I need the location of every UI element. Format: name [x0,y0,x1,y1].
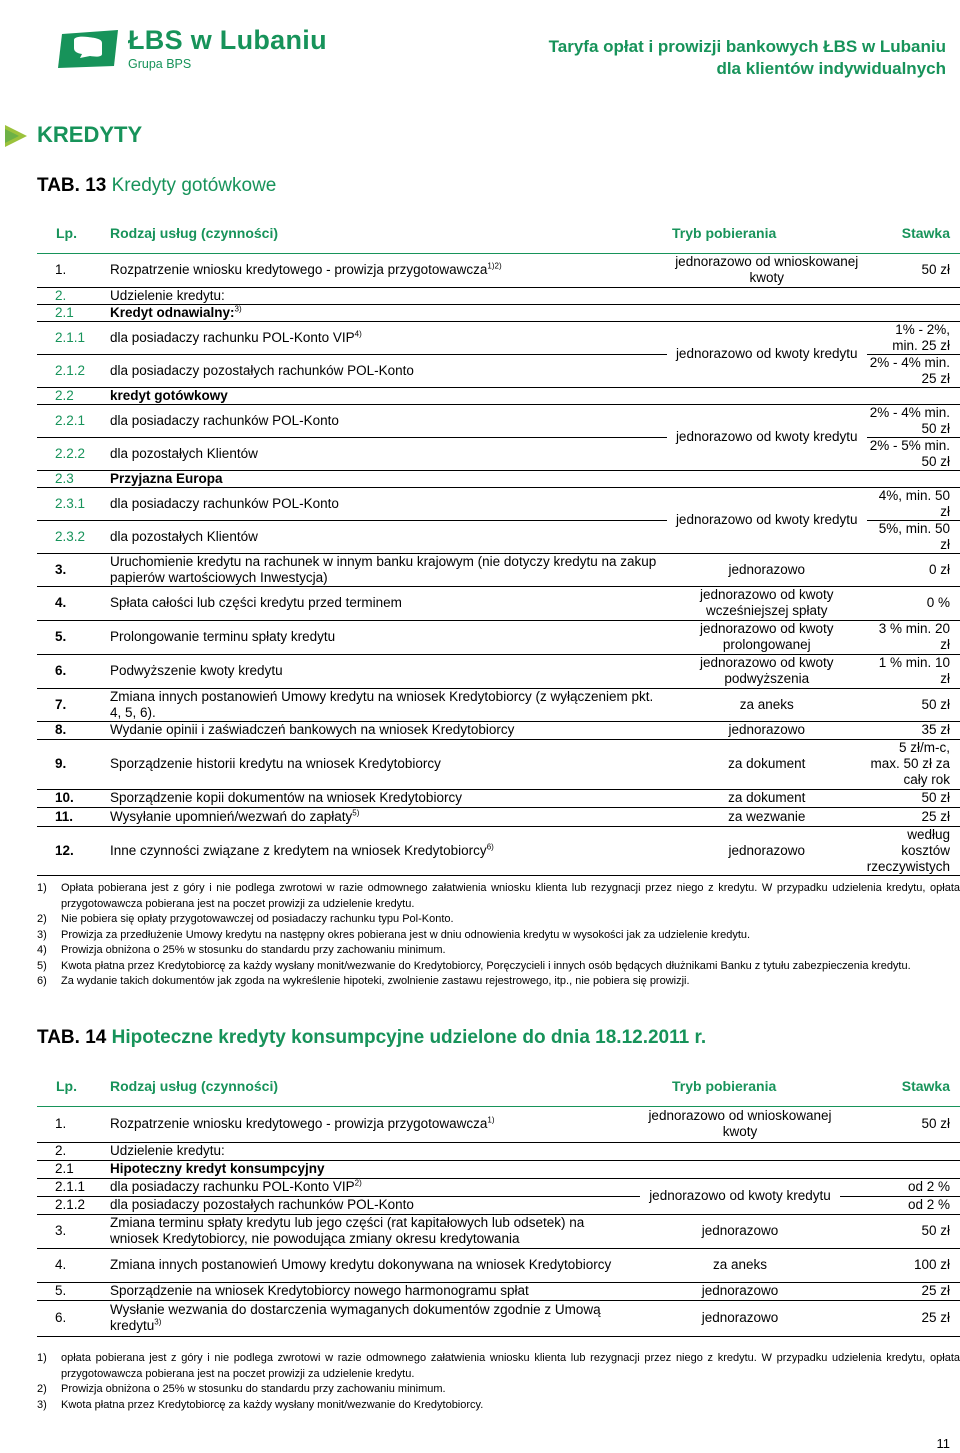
footnote-ref: 1)2) [487,261,502,271]
footnote-text: Kwota płatna przez Kredytobiorcę za każdy wysłany monit/wezwanie do Kredytobiorcy. [61,1398,484,1411]
row-number: 8. [55,722,67,737]
table-row [37,1248,960,1282]
footnote-ref: 2) [354,1178,362,1188]
fee-rate [867,287,960,304]
row-number: 3. [55,1223,67,1238]
footnote-text: Prowizja obniżona o 25% w stosunku do standardu przy zachowaniu minimum. [61,1383,446,1395]
footnote-ref: 6) [486,842,494,851]
collection-mode: za wezwanie [728,808,806,824]
description-text: Rozpatrzenie wniosku kredytowego - prowizja przygotowawcza [110,262,488,278]
table-row [37,1282,960,1300]
description-text: Wysłanie wezwania do dostarczenia wymaganych dokumentów zgodnie z Umową kredytu [110,1302,601,1333]
collection-mode: jednorazowo od kwoty kredytu [675,346,858,361]
footnote [37,974,960,990]
table-row [37,789,960,807]
row-number: 9. [55,756,67,771]
fee-rate: 5%, min. 50 zł [878,520,950,552]
description-text: Przyjazna Europa [110,470,223,486]
footnote-text: opłata pobierana jest z góry i nie podlega zwrotowi w razie odmownego załatwienia wniosku klienta lub rezygnacji przez niego z kredytu. W przypadku udzielenia kredytu, opłata przygotowawcza pobierana jest na poczet prowizji za udzielenie kredytu. [61,1352,960,1380]
description-text: Zmiana innych postanowień Umowy kredytu dokonywana na wniosek Kredytobiorcy [110,1257,612,1272]
fee-rate: 25 zł [921,808,950,824]
fee-rate: 50 zł [921,1115,950,1131]
footnote-number: 2) [37,1383,47,1395]
table-row [37,620,960,654]
document-title: Taryfa opłat i prowizji bankowych ŁBS w Lubaniu [548,37,946,56]
row-description [110,789,667,807]
footnote [37,912,960,928]
collection-mode [640,1142,840,1160]
description-text: Udzielenie kredytu: [110,287,225,303]
row-description [110,254,667,287]
collection-mode [667,387,867,404]
row-description [110,1282,640,1300]
fee-rate [867,470,960,487]
row-description [110,553,667,586]
fee-rate: 3 % min. 20 zł [878,621,950,652]
description-text: Hipoteczny kredyt konsumpcyjny [110,1161,325,1176]
description-text: dla pozostałych Klientów [110,445,258,461]
collection-mode: jednorazowo [701,1283,779,1298]
footnote [37,1382,960,1398]
row-description [110,807,667,826]
row-number: 2.2.2 [55,445,86,461]
table-name: Hipoteczne kredyty konsumpcyjne udzielone do dnia 18.12.2011 r. [111,1027,707,1048]
row-number: 2.2.1 [55,412,86,428]
row-number: 1. [55,1115,67,1131]
row-description [110,354,667,387]
table-row [37,387,960,404]
table-row [37,321,960,354]
description-text: dla posiadaczy pozostałych rachunków POL-Konto [110,1197,414,1212]
description-text: dla posiadaczy rachunku POL-Konto VIP [110,1179,355,1194]
col-rate: Stawka [901,225,950,241]
footnote-number: 1) [37,882,47,894]
description-text: dla posiadaczy pozostałych rachunków POL-Konto [110,362,414,378]
table-header [37,1066,960,1107]
table-number: TAB. 14 [37,1027,107,1048]
collection-mode: za aneks [712,1257,768,1272]
row-description [110,1248,640,1282]
row-number: 4. [55,1257,67,1272]
row-description [110,721,667,739]
table-row [37,721,960,739]
description-text: Spłata całości lub części kredytu przed terminem [110,595,402,610]
footnote-text: Za wydanie takich dokumentów jak zgoda na wykreślenie hipoteki, zwolnienie zastawu rejestrowego, itp., nie pobiera się prowizji. [61,975,690,987]
description-text: kredyt gotówkowy [110,387,228,403]
fee-rate: 25 zł [921,1310,950,1325]
row-description [110,620,667,654]
table-row [37,807,960,826]
fee-rate: od 2 % [907,1197,950,1212]
collection-mode: za aneks [739,696,794,712]
footnote-ref: 4) [354,329,362,338]
collection-mode: jednorazowo [701,1223,779,1238]
footnote [37,1351,960,1382]
row-number: 2. [55,1143,67,1158]
footnote-number: 2) [37,913,47,925]
row-number: 2.3.2 [55,528,86,544]
brand-subtitle: Grupa BPS [128,57,192,71]
collection-mode [667,470,867,487]
col-rate: Stawka [901,1078,950,1094]
row-description [110,437,667,470]
page-number: 11 [936,1436,950,1451]
footnote-number: 4) [37,944,47,956]
collection-mode: jednorazowo [728,842,806,858]
fee-rate: według kosztów rzeczywistych [866,826,951,874]
footnote-text: Opłata pobierana jest z góry i nie podlega zwrotowi w razie odmownego załatwienia wniosku klienta lub rezygnacji przez niego z kredytu. W przypadku udzielenia kredytu, opłata przygotowawcza pobierana jest na poczet prowizji za udzielenie kredytu. [61,882,960,910]
col-lp: Lp. [56,225,77,241]
row-number: 2.1.2 [55,362,86,378]
description-text: Inne czynności związane z kredytem na wniosek Kredytobiorcy [110,842,487,858]
fee-rate [840,1160,960,1178]
row-number: 12. [55,842,74,858]
fee-rate: 50 zł [921,790,950,805]
col-lp: Lp. [56,1078,77,1094]
collection-mode: jednorazowo od kwoty kredytu [675,429,858,444]
row-description [110,304,667,321]
footnote [37,928,960,944]
description-text: Kredyt odnawialny: [110,304,235,320]
description-text: Prolongowanie terminu spłaty kredytu [110,629,336,644]
fee-rate: 0 zł [928,561,950,577]
row-description [110,1106,640,1142]
footnote-ref: 1) [487,1115,495,1125]
table-name: Kredyty gotówkowe [111,175,277,196]
row-number: 4. [55,595,67,610]
row-description [110,1196,640,1214]
footnote [37,943,960,959]
row-number: 10. [55,790,74,805]
col-desc: Rodzaj usług (czynności) [110,1078,279,1094]
table-row [37,688,960,721]
table-row [37,1178,960,1196]
row-number: 2.2 [55,387,74,403]
table-row [37,654,960,688]
row-number: 2.1 [55,1161,74,1176]
row-description [110,1160,640,1178]
row-description [110,688,667,721]
row-description [110,287,667,304]
row-description [110,826,667,875]
row-number: 6. [55,1310,67,1325]
col-mode: Tryb pobierania [672,225,777,241]
collection-mode: jednorazowo od kwoty podwyższenia [699,655,834,686]
table-row [37,254,960,287]
table-row [37,826,960,875]
table-row [37,586,960,620]
table-row [37,470,960,487]
fee-rate: 0 % [926,595,950,610]
document-subtitle: dla klientów indywidualnych [716,59,946,78]
footnote-text: Prowizja obniżona o 25% w stosunku do standardu przy zachowaniu minimum. [61,944,446,956]
footnotes-14 [37,1351,960,1413]
fee-rate: od 2 % [907,1179,950,1194]
collection-mode: jednorazowo [728,561,806,577]
description-text: dla posiadaczy rachunku POL-Konto VIP [110,329,355,345]
row-description [110,387,667,404]
collection-mode: jednorazowo od kwoty prolongowanej [699,621,834,652]
collection-mode: jednorazowo od wnioskowanej kwoty [648,1107,832,1139]
table-row [37,1300,960,1336]
collection-mode: jednorazowo [701,1310,779,1325]
footnote [37,1398,960,1414]
footnote-number: 3) [37,1398,47,1411]
row-number: 2.1 [55,304,74,320]
description-text: Udzielenie kredytu: [110,1143,225,1158]
collection-mode: jednorazowo od kwoty kredytu [649,1188,831,1203]
row-description [110,1178,640,1196]
description-text: Sporządzenie kopii dokumentów na wniosek Kredytobiorcy [110,790,462,805]
collection-mode: jednorazowo od kwoty wcześniejszej spłaty [699,587,834,618]
description-text: Zmiana terminu spłaty kredytu lub jego części (rat kapitałowych lub odsetek) na wniosek Kredytobiorcy, nie powodująca zmiany okresu kredytowania [110,1215,585,1246]
table-row [37,287,960,304]
footnote-ref: 3) [154,1317,162,1327]
fee-rate: 2% - 4% min. 50 zł [869,404,950,436]
footnote [37,959,960,975]
row-number: 7. [55,696,67,712]
collection-mode: za dokument [728,756,806,771]
description-text: Rozpatrzenie wniosku kredytowego - prowizja przygotowawcza [110,1115,488,1131]
collection-mode: jednorazowo [728,722,806,737]
description-text: dla posiadaczy rachunków POL-Konto [110,495,339,511]
table-row [37,304,960,321]
row-description [110,470,667,487]
fee-rate: 5 zł/m-c, max. 50 zł za cały rok [870,740,950,787]
footnote-number: 1) [37,1352,47,1364]
description-text: Wysyłanie upomnień/wezwań do zapłaty [110,808,353,824]
description-text: Sporządzenie na wniosek Kredytobiorcy nowego harmonogramu spłat [110,1283,529,1298]
fee-rate: 1 % min. 10 zł [878,655,950,686]
table-row [37,1160,960,1178]
fee-rate: 2% - 5% min. 50 zł [869,437,950,469]
table-row [37,404,960,437]
fee-rate: 50 zł [921,1223,950,1238]
fee-rate: 25 zł [921,1283,950,1298]
fee-rate [867,304,960,321]
footnote-ref: 3) [234,304,242,313]
table-row [37,487,960,520]
footnote-text: Kwota płatna przez Kredytobiorcę za każdy wysłany monit/wezwanie do Kredytobiorcy, Poręczycieli i innych osób będących dłużnikami Banku z tytułu zabezpieczenia kredytu. [61,959,911,972]
row-description [110,1214,640,1248]
table-row [37,1106,960,1142]
table-row [37,1142,960,1160]
row-description [110,739,667,789]
description-text: dla pozostałych Klientów [110,528,258,544]
col-desc: Rodzaj usług (czynności) [110,225,279,241]
row-description [110,1142,640,1160]
row-description [110,1300,640,1336]
section-title: KREDYTY [37,122,143,147]
row-number: 11. [55,808,74,824]
row-number: 2.1.2 [55,1197,86,1212]
description-text: Uruchomienie kredytu na rachunek w innym banku krajowym (nie dotyczy kredytu na zakup papierów wartościowych Inwestycja) [110,553,657,585]
footnote-ref: 5) [352,808,360,817]
row-description [110,404,667,437]
fee-rate: 2% - 4% min. 25 zł [869,354,950,386]
fees-table-13 [37,254,960,876]
table-header [37,213,960,254]
footnote-text: Nie pobiera się opłaty przygotowawczej od posiadaczy rachunku typu Pol-Konto. [61,913,454,925]
footnote-number: 6) [37,975,47,987]
fee-rate: 35 zł [921,722,950,737]
table-row [37,1214,960,1248]
footnote-number: 5) [37,959,47,972]
footnote-number: 3) [37,928,47,941]
footnote-text: Prowizja za przedłużenie Umowy kredytu na następny okres pobierana jest w dniu odnowienia kredytu w wysokości jak za udzielenie kredytu. [61,928,751,941]
section-marker-icon [5,125,27,147]
row-number: 2.3.1 [55,495,86,511]
table-number: TAB. 13 [37,175,107,196]
bank-logo-icon [58,26,122,72]
brand-name: ŁBS w Lubaniu [128,25,327,55]
row-description [110,520,667,553]
footnotes-13 [37,881,960,990]
row-description [110,586,667,620]
collection-mode [667,304,867,321]
collection-mode [640,1160,840,1178]
row-number: 2.1.1 [55,1179,86,1194]
row-description [110,487,667,520]
description-text: Zmiana innych postanowień Umowy kredytu na wniosek Kredytobiorcy (z wyłączeniem pkt. 4, 5, 6). [110,688,654,720]
row-description [110,654,667,688]
col-mode: Tryb pobierania [672,1078,777,1094]
description-text: dla posiadaczy rachunków POL-Konto [110,412,339,428]
table-title [37,175,276,197]
row-number: 5. [55,629,67,644]
row-number: 6. [55,663,67,678]
collection-mode: za dokument [728,790,806,805]
fee-rate: 100 zł [913,1257,950,1272]
fee-rate: 50 zł [921,696,950,712]
row-number: 2. [55,287,67,303]
footnote [37,881,960,912]
collection-mode: jednorazowo od kwoty kredytu [675,512,858,527]
fee-rate: 1% - 2%, min. 25 zł [892,321,950,353]
row-number: 5. [55,1283,67,1298]
description-text: Sporządzenie historii kredytu na wniosek Kredytobiorcy [110,756,441,771]
collection-mode [667,287,867,304]
fee-rate: 50 zł [921,262,950,278]
description-text: Wydanie opinii i zaświadczeń bankowych na wniosek Kredytobiorcy [110,722,515,737]
row-number: 3. [55,561,67,577]
table-row [37,553,960,586]
row-number: 2.1.1 [55,329,86,345]
row-description [110,321,667,354]
table-row [37,739,960,789]
description-text: Podwyższenie kwoty kredytu [110,663,283,678]
collection-mode: jednorazowo od wnioskowanej kwoty [675,254,859,286]
table-title [37,1027,706,1049]
row-number: 2.3 [55,470,74,486]
fee-rate: 4%, min. 50 zł [878,487,950,519]
fees-table-14 [37,1106,960,1337]
fee-rate [840,1142,960,1160]
row-number: 1. [55,262,67,278]
fee-rate [867,387,960,404]
